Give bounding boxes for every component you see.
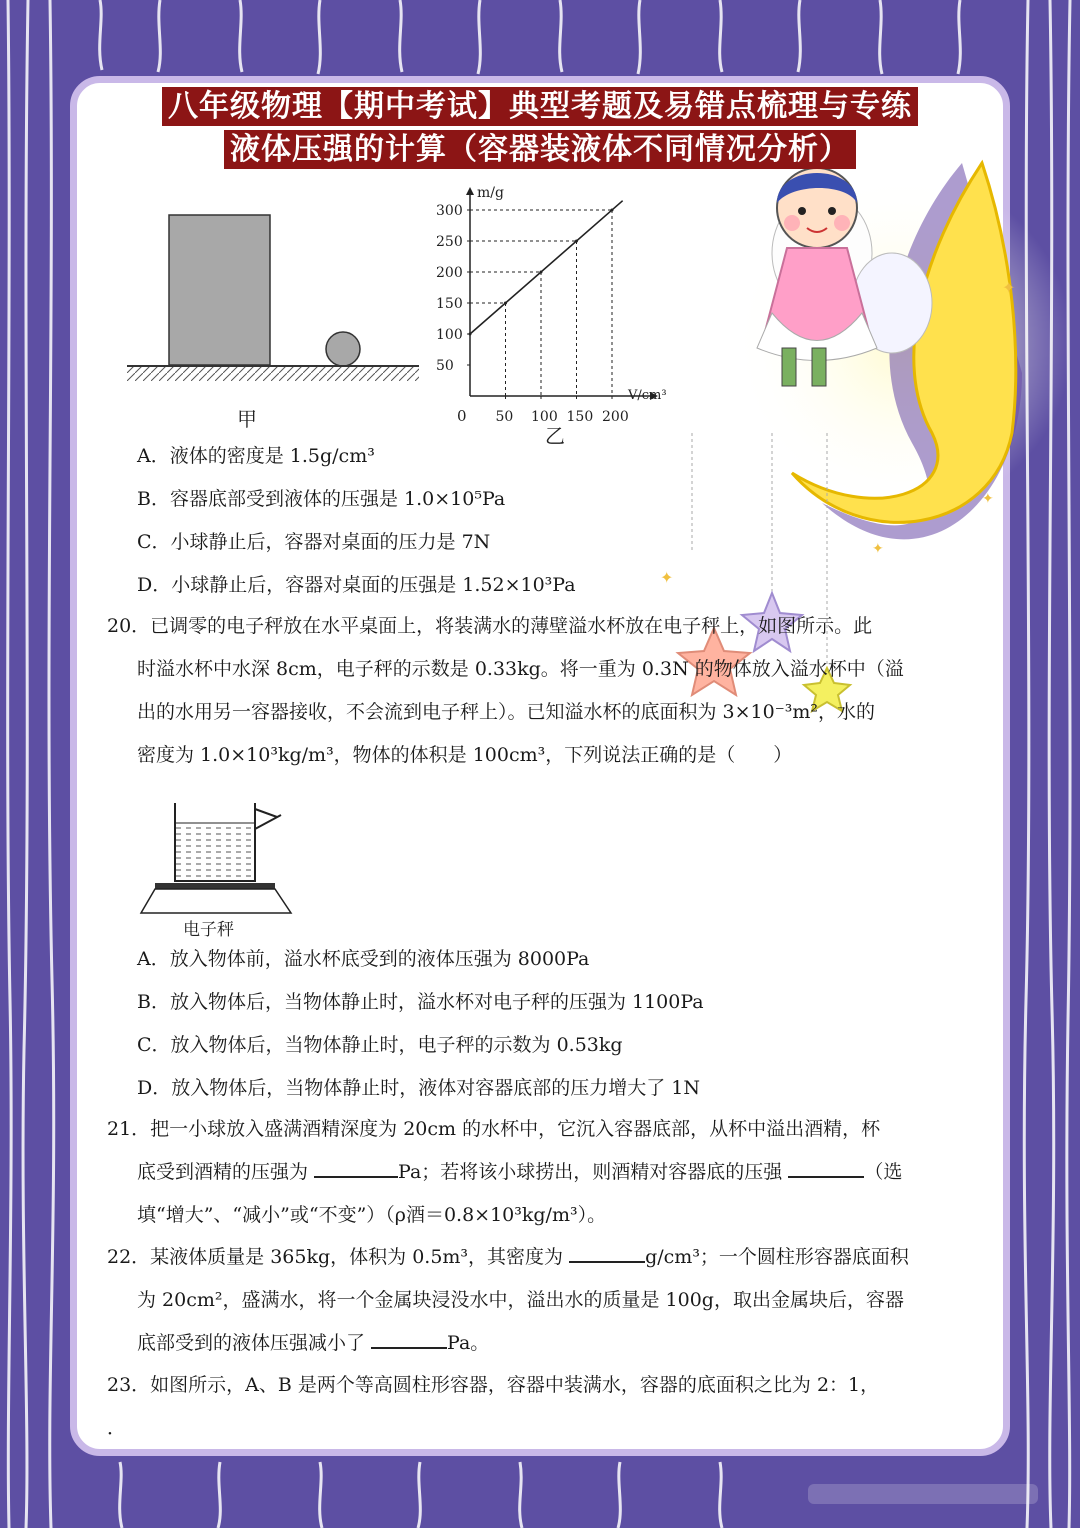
data-point (504, 302, 507, 305)
q19-option-d: D．小球静止后，容器对桌面的压强是 1.52×10³Pa (137, 574, 576, 596)
data-point (611, 209, 614, 212)
title-line-1: 八年级物理【期中考试】典型考题及易错点梳理与专练 (77, 87, 1003, 127)
blurred-watermark-logo (808, 1476, 1058, 1512)
x-tick-label: 50 (495, 409, 514, 425)
y-tick-label: 300 (436, 203, 463, 219)
q20-stem-line-4: 密度为 1.0×10³kg/m³，物体的体积是 100cm³，下列说法正确的是（ ） (137, 744, 793, 766)
q19-option-b: B．容器底部受到液体的压强是 1.0×10⁵Pa (137, 488, 506, 510)
container-rectangle (169, 215, 270, 365)
svg-text:✦: ✦ (982, 491, 994, 507)
ball-circle (326, 332, 360, 366)
y-tick-label: 100 (436, 327, 463, 343)
q19-option-a: A．液体的密度是 1.5g/cm³ (137, 445, 375, 467)
q20-option-d: D．放入物体后，当物体静止时，液体对容器底部的压力增大了 1N (137, 1077, 700, 1099)
data-point (469, 333, 472, 336)
figure-yi-caption: 乙 (545, 424, 565, 448)
y-axis-label: m/g (477, 185, 504, 201)
title-line-2: 液体压强的计算（容器装液体不同情况分析） (77, 130, 1003, 170)
q21-line-1: 21．把一小球放入盛满酒精深度为 20cm 的水杯中，它沉入容器底部，从杯中溢出酒精，杯 (107, 1118, 881, 1140)
watermark (808, 1476, 1058, 1512)
data-point (540, 271, 543, 274)
origin-label: 0 (457, 407, 467, 425)
y-tick-label: 50 (436, 358, 454, 374)
q23-line-1: 23．如图所示，A、B 是两个等高圆柱形容器，容器中装满水，容器的底面积之比为 2：1， (107, 1374, 880, 1396)
mass-volume-chart (425, 181, 673, 449)
y-tick-label: 250 (436, 234, 463, 250)
x-axis-label: V/cm³ (628, 388, 667, 403)
svg-text:✦: ✦ (660, 568, 674, 587)
answer-blank[interactable] (314, 1154, 398, 1178)
answer-blank[interactable] (371, 1325, 447, 1349)
q23-line-2: ． (107, 1417, 127, 1439)
x-tick-label: 200 (602, 409, 629, 425)
x-tick-label: 150 (566, 409, 594, 425)
answer-blank[interactable] (788, 1154, 864, 1178)
q20-option-b: B．放入物体后，当物体静止时，溢水杯对电子秤的压强为 1100Pa (137, 991, 704, 1013)
figure-jia-caption: 甲 (237, 407, 257, 431)
svg-text:✦: ✦ (1002, 278, 1016, 297)
q22-line-1: 22．某液体质量是 365kg，体积为 0.5m³，其密度为 g/cm³；一个圆柱形容器底面积 (107, 1236, 909, 1278)
q20-stem-line-1: 20．已调零的电子秤放在水平桌面上，将装满水的薄壁溢水杯放在电子秤上，如图所示。此 (107, 615, 873, 637)
q19-option-c: C．小球静止后，容器对桌面的压力是 7N (137, 531, 491, 553)
y-tick-label: 200 (436, 265, 463, 281)
series-line (470, 201, 623, 334)
q22-line-2: 为 20cm²，盛满水，将一个金属块浸没水中，溢出水的质量是 100g，取出金属块后，容器 (137, 1289, 904, 1311)
worksheet-page (70, 76, 1016, 1456)
q20-stem-line-3: 出的水用另一容器接收，不会流到电子秤上）。已知溢水杯的底面积为 3×10⁻³m²，水的 (137, 701, 876, 723)
scale-label: 电子秤 (183, 920, 234, 940)
overflow-cup-on-scale-figure (135, 795, 305, 945)
svg-text:✦: ✦ (872, 541, 884, 557)
q20-option-c: C．放入物体后，当物体静止时，电子秤的示数为 0.53kg (137, 1034, 623, 1056)
q21-line-2: 底受到酒精的压强为 Pa；若将该小球捞出，则酒精对容器底的压强 （选 (137, 1151, 902, 1193)
y-tick-label: 150 (436, 296, 463, 312)
q21-line-3: 填“增大”、“减小”或“不变”）（ρ酒＝0.8×10³kg/m³）。 (137, 1204, 607, 1226)
q20-stem-line-2: 时溢水杯中水深 8cm，电子秤的示数是 0.33kg。将一重为 0.3N 的物体放入溢水杯中（溢 (137, 658, 904, 680)
q20-option-a: A．放入物体前，溢水杯底受到的液体压强为 8000Pa (137, 948, 590, 970)
q22-line-3: 底部受到的液体压强减小了 Pa。 (137, 1322, 489, 1364)
data-point (575, 240, 578, 243)
figure-container-and-ball (127, 213, 427, 443)
answer-blank[interactable] (569, 1239, 645, 1263)
x-tick-label: 100 (531, 409, 558, 425)
